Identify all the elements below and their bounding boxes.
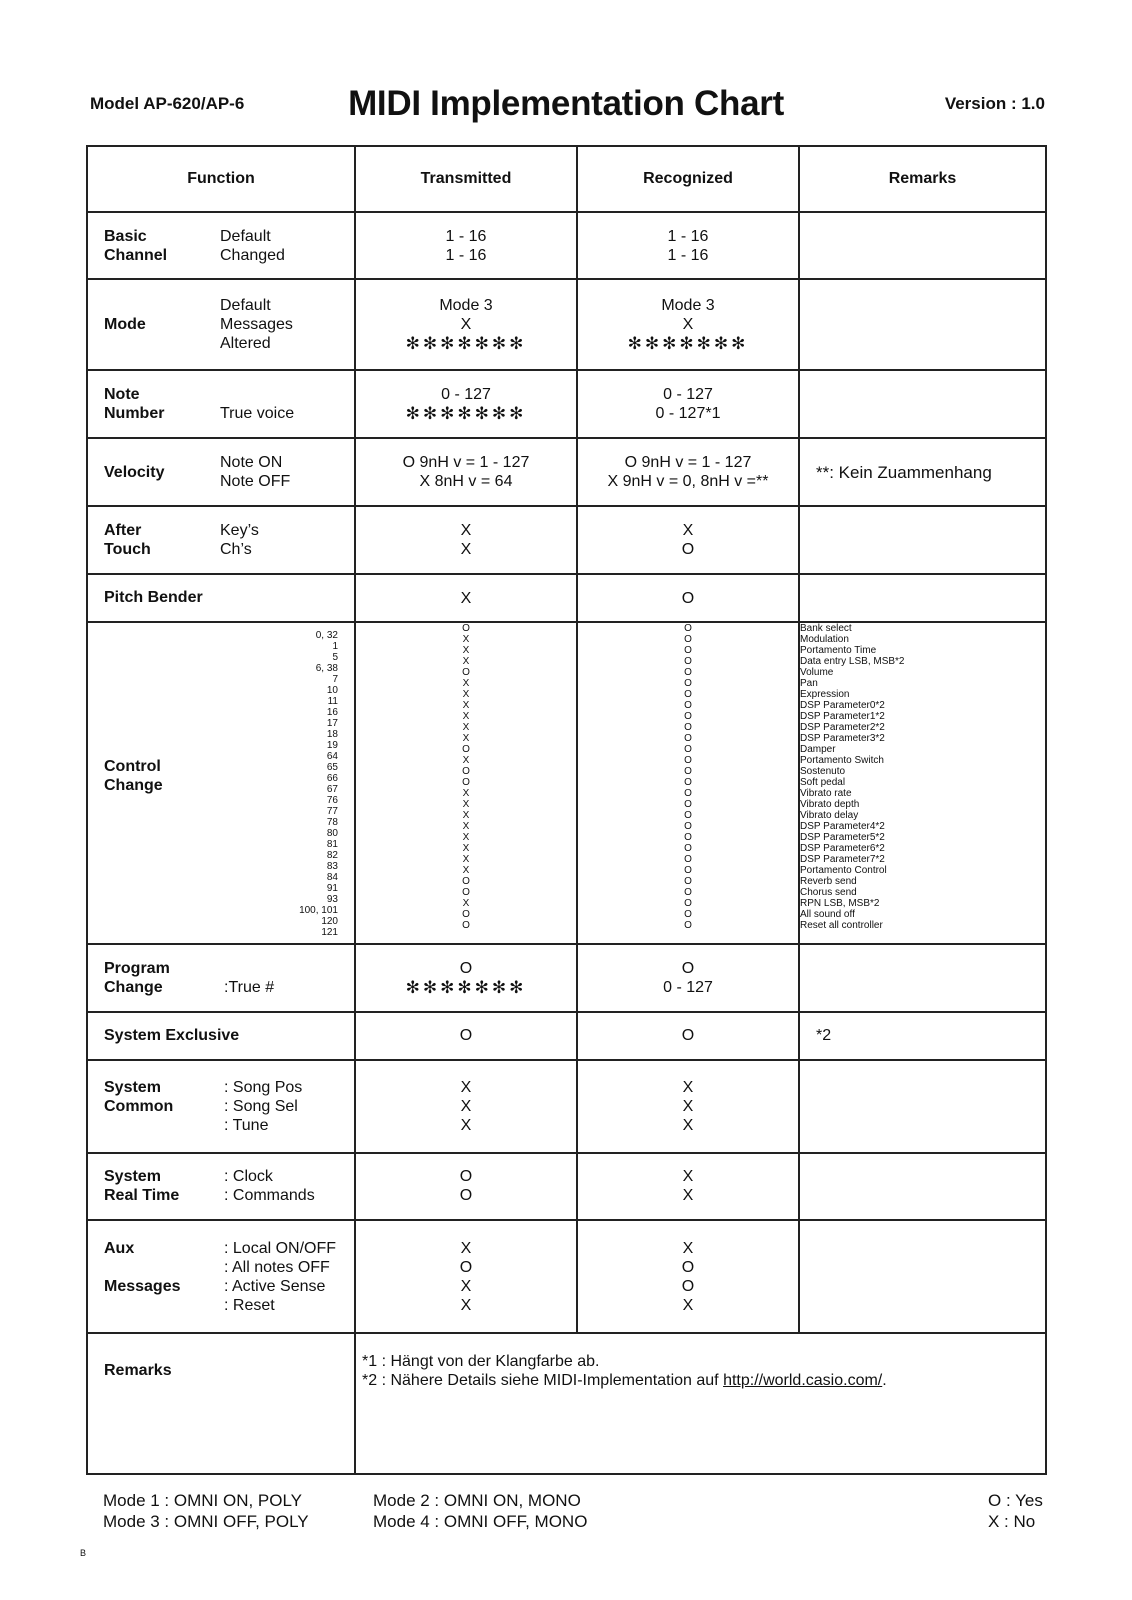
remark-text: *2 bbox=[816, 1026, 832, 1044]
function-sub: Note ON bbox=[220, 454, 283, 472]
row-velocity bbox=[87, 438, 1046, 506]
recognized-value: O bbox=[684, 634, 692, 646]
function-cell bbox=[87, 1060, 355, 1153]
recognized-value: O bbox=[684, 689, 692, 701]
remark-line-2 bbox=[362, 1371, 1045, 1390]
function-cell bbox=[87, 622, 355, 944]
function-sub: Messages bbox=[220, 316, 293, 334]
function-sub: Changed bbox=[220, 246, 285, 264]
col-header-remarks: Remarks bbox=[799, 146, 1046, 212]
value: X bbox=[460, 1239, 472, 1257]
transmitted-cell bbox=[355, 622, 577, 944]
remarks-cell bbox=[799, 1060, 1046, 1153]
controller-remark: Soft pedal bbox=[800, 777, 846, 789]
page-title: MIDI Implementation Chart bbox=[348, 84, 784, 123]
row-control-change bbox=[87, 622, 1046, 944]
controller-remark: DSP Parameter0*2 bbox=[800, 700, 885, 712]
controller-number: 18 bbox=[326, 729, 338, 741]
transmitted-value: X bbox=[462, 810, 470, 822]
value: X bbox=[460, 589, 472, 607]
transmitted-cell bbox=[355, 944, 577, 1011]
value: O bbox=[459, 960, 473, 978]
transmitted-value: O bbox=[462, 887, 470, 899]
value: X bbox=[682, 1296, 694, 1314]
row-mode bbox=[87, 279, 1046, 371]
recognized-value: O bbox=[684, 711, 692, 723]
recognized-value: O bbox=[684, 887, 692, 899]
controller-number: 1 bbox=[332, 641, 338, 653]
transmitted-value: X bbox=[462, 843, 470, 855]
transmitted-cell bbox=[355, 1060, 577, 1153]
remarks-cell bbox=[799, 279, 1046, 371]
controller-remark: DSP Parameter1*2 bbox=[800, 711, 885, 723]
controller-remark: DSP Parameter3*2 bbox=[800, 733, 885, 745]
value: X bbox=[460, 541, 472, 559]
version-label: Version : 1.0 bbox=[944, 94, 1045, 113]
controller-number: 78 bbox=[326, 817, 338, 829]
controller-remark: Reset all controller bbox=[800, 920, 883, 932]
recognized-value: O bbox=[684, 920, 692, 932]
function-sub: : Reset bbox=[224, 1296, 275, 1314]
function-label: Change bbox=[104, 777, 163, 795]
value: X bbox=[682, 1078, 694, 1096]
value: Mode 3 bbox=[439, 297, 493, 315]
recognized-cell bbox=[577, 279, 799, 371]
value: X 8nH v = 64 bbox=[419, 473, 513, 491]
remark-line-1: *1 : Hängt von der Klangfarbe ab. bbox=[362, 1352, 600, 1370]
function-sub: : Local ON/OFF bbox=[224, 1239, 337, 1257]
function-label: Messages bbox=[104, 1277, 181, 1295]
value: 1 - 16 bbox=[667, 227, 709, 245]
recognized-value: O bbox=[684, 722, 692, 734]
recognized-value: O bbox=[684, 898, 692, 910]
recognized-cell bbox=[577, 622, 799, 944]
controller-number: 77 bbox=[326, 806, 338, 818]
controller-remark: DSP Parameter6*2 bbox=[800, 843, 885, 855]
transmitted-cell bbox=[355, 1220, 577, 1333]
controller-remark: Data entry LSB, MSB*2 bbox=[800, 656, 905, 668]
transmitted-value: O bbox=[462, 777, 470, 789]
transmitted-value: X bbox=[462, 711, 470, 723]
row-system-realtime bbox=[87, 1153, 1046, 1220]
mode-legend-left bbox=[103, 1490, 309, 1532]
value: O bbox=[681, 589, 695, 607]
transmitted-value: X bbox=[462, 656, 470, 668]
function-sub: Altered bbox=[220, 335, 271, 353]
recognized-cell bbox=[577, 370, 799, 437]
remarks-label: Remarks bbox=[87, 1333, 355, 1474]
remarks-body bbox=[355, 1333, 1046, 1474]
controller-remark: Vibrato delay bbox=[800, 810, 859, 822]
recognized-cell bbox=[577, 438, 799, 506]
controller-remark: DSP Parameter7*2 bbox=[800, 854, 885, 866]
value: O bbox=[681, 1277, 695, 1295]
mode-1-legend: Mode 1 : OMNI ON, POLY bbox=[103, 1491, 303, 1510]
controller-number: 10 bbox=[326, 685, 338, 697]
function-cell bbox=[87, 1012, 355, 1060]
model-name: Model AP-620/AP-6 bbox=[90, 94, 245, 113]
value: X bbox=[682, 1116, 694, 1134]
function-cell bbox=[87, 574, 355, 622]
function-sub: : All notes OFF bbox=[224, 1258, 330, 1276]
controller-number: 80 bbox=[326, 828, 338, 840]
controller-remark: Reverb send bbox=[800, 876, 857, 888]
controller-number: 5 bbox=[332, 652, 338, 664]
value: ✻✻✻✻✻✻✻ bbox=[405, 978, 527, 998]
col-header-transmitted: Transmitted bbox=[355, 146, 577, 212]
function-sub: : Active Sense bbox=[224, 1277, 326, 1295]
remarks-cell bbox=[799, 574, 1046, 622]
function-label: Mode bbox=[104, 316, 146, 334]
value: X bbox=[460, 1078, 472, 1096]
controller-number: 64 bbox=[326, 751, 338, 763]
controller-number: 16 bbox=[326, 707, 338, 719]
remark-text: **: Kein Zuammenhang bbox=[816, 462, 992, 482]
function-label: System Exclusive bbox=[104, 1026, 240, 1044]
recognized-value: O bbox=[684, 909, 692, 921]
midi-implementation-table bbox=[86, 145, 1047, 1475]
function-label: Basic bbox=[104, 227, 147, 245]
controller-remark: Chorus send bbox=[800, 887, 857, 899]
transmitted-cell bbox=[355, 212, 577, 278]
controller-number: 82 bbox=[326, 850, 338, 862]
function-label: Common bbox=[104, 1097, 174, 1115]
controller-number: 19 bbox=[326, 740, 338, 752]
controller-remark: DSP Parameter2*2 bbox=[800, 722, 885, 734]
remarks-cell bbox=[799, 438, 1046, 506]
controller-remark: Portamento Time bbox=[800, 645, 877, 657]
function-cell bbox=[87, 944, 355, 1011]
row-after-touch bbox=[87, 506, 1046, 573]
function-label: Program bbox=[104, 960, 170, 978]
value: ✻✻✻✻✻✻✻ bbox=[405, 404, 527, 424]
recognized-value: O bbox=[684, 667, 692, 679]
transmitted-cell bbox=[355, 574, 577, 622]
value: X bbox=[682, 1239, 694, 1257]
controller-number: 121 bbox=[321, 927, 338, 939]
transmitted-value: X bbox=[462, 821, 470, 833]
function-label: Note bbox=[104, 386, 140, 404]
value: 1 - 16 bbox=[445, 227, 487, 245]
symbol-legend bbox=[988, 1490, 1043, 1532]
transmitted-value: X bbox=[462, 722, 470, 734]
recognized-value: O bbox=[684, 645, 692, 657]
transmitted-value: O bbox=[462, 909, 470, 921]
function-label: Velocity bbox=[104, 463, 165, 481]
function-cell bbox=[87, 1153, 355, 1220]
value: O 9nH v = 1 - 127 bbox=[624, 454, 752, 472]
controller-remark: Volume bbox=[800, 667, 834, 679]
row-system-common bbox=[87, 1060, 1046, 1153]
row-basic-channel bbox=[87, 212, 1046, 278]
function-sub: : Song Pos bbox=[224, 1078, 303, 1096]
recognized-value: O bbox=[684, 788, 692, 800]
function-label: Control bbox=[104, 758, 161, 776]
row-note-number bbox=[87, 370, 1046, 437]
recognized-value: O bbox=[684, 623, 692, 635]
controller-number: 0, 32 bbox=[315, 630, 338, 642]
controller-remark: Damper bbox=[800, 744, 836, 756]
value: X bbox=[460, 522, 472, 540]
row-remarks bbox=[87, 1333, 1046, 1474]
controller-remark: Modulation bbox=[800, 634, 849, 646]
function-sub: Default bbox=[220, 227, 271, 245]
recognized-cell bbox=[577, 574, 799, 622]
controller-number-list bbox=[299, 630, 338, 938]
value: 1 - 16 bbox=[667, 246, 709, 264]
recognized-value: O bbox=[684, 843, 692, 855]
value: X bbox=[682, 522, 694, 540]
remarks-cell bbox=[799, 1220, 1046, 1333]
function-label: Channel bbox=[104, 246, 168, 264]
controller-number: 76 bbox=[326, 795, 338, 807]
value: O bbox=[459, 1168, 473, 1186]
transmitted-value: X bbox=[462, 700, 470, 712]
recognized-value: O bbox=[684, 733, 692, 745]
controller-remark: DSP Parameter5*2 bbox=[800, 832, 885, 844]
value: X 9nH v = 0, 8nH v =** bbox=[607, 473, 769, 491]
recognized-value: O bbox=[684, 821, 692, 833]
recognized-value: O bbox=[684, 656, 692, 668]
function-label: Real Time bbox=[104, 1187, 180, 1205]
remarks-cell bbox=[799, 944, 1046, 1011]
recognized-cell bbox=[577, 506, 799, 573]
col-header-function: Function bbox=[87, 146, 355, 212]
function-label: System bbox=[104, 1078, 161, 1096]
transmitted-cell bbox=[355, 370, 577, 437]
remarks-cell bbox=[799, 212, 1046, 278]
transmitted-value: O bbox=[462, 623, 470, 635]
transmitted-value: X bbox=[462, 678, 470, 690]
function-cell bbox=[87, 212, 355, 278]
value: Mode 3 bbox=[661, 297, 715, 315]
controller-number: 91 bbox=[326, 883, 338, 895]
controller-remark: DSP Parameter4*2 bbox=[800, 821, 885, 833]
controller-number: 7 bbox=[332, 674, 338, 686]
function-label: Change bbox=[104, 979, 163, 997]
function-sub: : Commands bbox=[224, 1187, 315, 1205]
row-aux-messages bbox=[87, 1220, 1046, 1333]
value: O bbox=[459, 1187, 473, 1205]
value: O bbox=[681, 1258, 695, 1276]
controller-remark: Pan bbox=[800, 678, 818, 690]
function-label: Number bbox=[104, 405, 165, 423]
value: X bbox=[682, 316, 694, 334]
value: O bbox=[681, 1027, 695, 1045]
no-legend: X : No bbox=[988, 1512, 1036, 1531]
controller-remark: Portamento Control bbox=[800, 865, 887, 877]
value: O bbox=[459, 1258, 473, 1276]
value: O bbox=[681, 541, 695, 559]
function-sub: Ch’s bbox=[220, 541, 252, 559]
value: 1 - 16 bbox=[445, 246, 487, 264]
controller-remark: Vibrato depth bbox=[800, 799, 860, 811]
controller-remark: Expression bbox=[800, 689, 850, 701]
value: ✻✻✻✻✻✻✻ bbox=[405, 334, 527, 354]
controller-remark: All sound off bbox=[800, 909, 855, 921]
recognized-value: O bbox=[684, 810, 692, 822]
casio-link[interactable]: http://world.casio.com/ bbox=[723, 1371, 883, 1389]
recognized-value: O bbox=[684, 744, 692, 756]
transmitted-cell bbox=[355, 279, 577, 371]
value: O bbox=[459, 1027, 473, 1045]
transmitted-value: O bbox=[462, 920, 470, 932]
controller-number: 100, 101 bbox=[299, 905, 338, 917]
remarks-cell bbox=[799, 370, 1046, 437]
value: O 9nH v = 1 - 127 bbox=[402, 454, 530, 472]
value: X bbox=[460, 1296, 472, 1314]
value: X bbox=[460, 1097, 472, 1115]
function-cell bbox=[87, 438, 355, 506]
recognized-cell bbox=[577, 1220, 799, 1333]
row-program-change bbox=[87, 944, 1046, 1011]
recognized-cell bbox=[577, 944, 799, 1011]
controller-number: 65 bbox=[326, 762, 338, 774]
recognized-value: O bbox=[684, 876, 692, 888]
value: X bbox=[682, 1187, 694, 1205]
value: X bbox=[460, 1277, 472, 1295]
function-sub: True voice bbox=[220, 405, 295, 423]
recognized-value: O bbox=[684, 766, 692, 778]
remark-line-2-text: *2 : Nähere Details siehe MIDI-Implementation auf bbox=[362, 1371, 724, 1389]
function-cell bbox=[87, 279, 355, 371]
recognized-cell bbox=[577, 1153, 799, 1220]
row-pitch-bender bbox=[87, 574, 1046, 622]
transmitted-value: X bbox=[462, 788, 470, 800]
transmitted-value: X bbox=[462, 799, 470, 811]
transmitted-value: X bbox=[462, 645, 470, 657]
value: X bbox=[682, 1097, 694, 1115]
recognized-value: O bbox=[684, 755, 692, 767]
header-row bbox=[87, 146, 1046, 212]
function-sub: :True # bbox=[224, 979, 275, 997]
transmitted-value: X bbox=[462, 854, 470, 866]
transmitted-value: O bbox=[462, 667, 470, 679]
remark-line-2-suffix: . bbox=[882, 1371, 887, 1389]
col-header-recognized: Recognized bbox=[577, 146, 799, 212]
transmitted-value: X bbox=[462, 634, 470, 646]
function-label: Touch bbox=[104, 541, 151, 559]
value: ✻✻✻✻✻✻✻ bbox=[627, 334, 749, 354]
function-cell bbox=[87, 506, 355, 573]
mode-2-legend: Mode 2 : OMNI ON, MONO bbox=[373, 1491, 581, 1510]
recognized-cell bbox=[577, 1060, 799, 1153]
function-label: After bbox=[104, 522, 142, 540]
function-label: Pitch Bender bbox=[104, 589, 203, 606]
transmitted-value: X bbox=[462, 689, 470, 701]
function-sub: : Tune bbox=[224, 1116, 269, 1134]
controller-remark: Portamento Switch bbox=[800, 755, 884, 767]
recognized-value: O bbox=[684, 777, 692, 789]
value: O bbox=[681, 960, 695, 978]
mode-4-legend: Mode 4 : OMNI OFF, MONO bbox=[373, 1512, 588, 1531]
recognized-value: O bbox=[684, 799, 692, 811]
value: 0 - 127 bbox=[663, 386, 713, 404]
controller-number: 6, 38 bbox=[315, 663, 338, 675]
transmitted-value: O bbox=[462, 876, 470, 888]
transmitted-value: X bbox=[462, 865, 470, 877]
remarks-cell bbox=[799, 1012, 1046, 1060]
value: 0 - 127*1 bbox=[655, 405, 721, 423]
row-system-exclusive bbox=[87, 1012, 1046, 1060]
controller-number: 11 bbox=[327, 696, 338, 708]
controller-remark: Bank select bbox=[800, 623, 852, 635]
controller-number: 17 bbox=[326, 718, 338, 730]
controller-number: 81 bbox=[326, 839, 338, 851]
recognized-cell bbox=[577, 1012, 799, 1060]
transmitted-cell bbox=[355, 1012, 577, 1060]
mode-3-legend: Mode 3 : OMNI OFF, POLY bbox=[103, 1512, 309, 1531]
transmitted-cell bbox=[355, 1153, 577, 1220]
value: X bbox=[460, 316, 472, 334]
transmitted-value: X bbox=[462, 755, 470, 767]
function-sub: : Song Sel bbox=[224, 1097, 298, 1115]
controller-number: 67 bbox=[326, 784, 338, 796]
controller-number: 84 bbox=[326, 872, 338, 884]
controller-remark: Vibrato rate bbox=[800, 788, 852, 800]
function-sub: Note OFF bbox=[220, 473, 291, 491]
controller-remark: Sostenuto bbox=[800, 766, 846, 778]
transmitted-cell bbox=[355, 438, 577, 506]
function-sub: Default bbox=[220, 297, 271, 315]
value: X bbox=[460, 1116, 472, 1134]
function-sub: Key’s bbox=[220, 522, 259, 540]
recognized-value: O bbox=[684, 678, 692, 690]
remarks-cell bbox=[799, 1153, 1046, 1220]
value: 0 - 127 bbox=[663, 979, 713, 997]
transmitted-value: X bbox=[462, 898, 470, 910]
mode-legend-mid bbox=[373, 1490, 587, 1532]
controller-number: 66 bbox=[326, 773, 338, 785]
remarks-cell bbox=[799, 506, 1046, 573]
value: 0 - 127 bbox=[441, 386, 491, 404]
transmitted-cell bbox=[355, 506, 577, 573]
controller-number: 83 bbox=[326, 861, 338, 873]
controller-remark: RPN LSB, MSB*2 bbox=[800, 898, 880, 910]
function-label: Aux bbox=[104, 1239, 135, 1257]
controller-number: 120 bbox=[321, 916, 338, 928]
recognized-cell bbox=[577, 212, 799, 278]
function-cell bbox=[87, 1220, 355, 1333]
transmitted-value: X bbox=[462, 733, 470, 745]
recognized-value: O bbox=[684, 700, 692, 712]
page-number: B bbox=[80, 1548, 87, 1558]
function-sub: : Clock bbox=[224, 1168, 273, 1186]
recognized-value: O bbox=[684, 832, 692, 844]
transmitted-value: O bbox=[462, 766, 470, 778]
transmitted-value: X bbox=[462, 832, 470, 844]
yes-legend: O : Yes bbox=[988, 1491, 1043, 1510]
function-cell bbox=[87, 370, 355, 437]
function-label: System bbox=[104, 1168, 161, 1186]
recognized-value: O bbox=[684, 854, 692, 866]
remarks-cell bbox=[799, 622, 1046, 944]
value: X bbox=[682, 1168, 694, 1186]
transmitted-value: O bbox=[462, 744, 470, 756]
controller-number: 93 bbox=[326, 894, 338, 906]
recognized-value: O bbox=[684, 865, 692, 877]
